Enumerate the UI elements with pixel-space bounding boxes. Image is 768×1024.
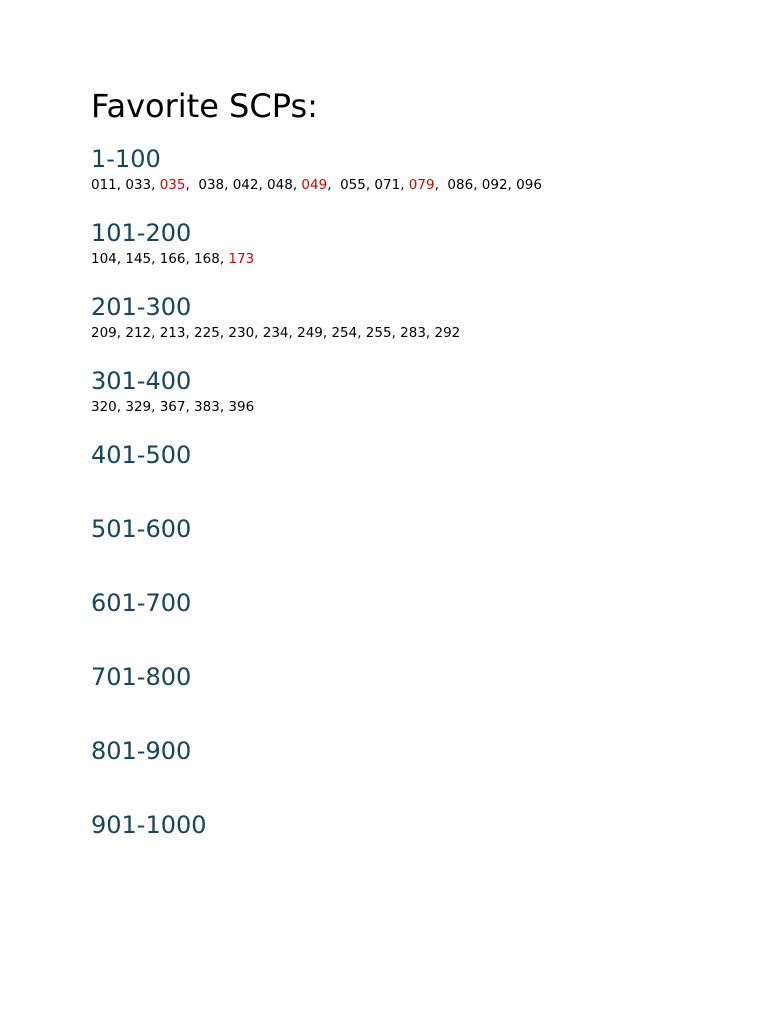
section-heading: 101-200 xyxy=(91,219,192,247)
scp-range-section-401-500 xyxy=(91,440,731,514)
highlighted-scp-number: 079 xyxy=(408,177,435,193)
scp-number-list xyxy=(91,250,254,268)
scp-number-list xyxy=(91,398,254,416)
scp-range-section-301-400 xyxy=(91,366,731,440)
scp-range-section-701-800 xyxy=(91,662,731,736)
highlighted-scp-number: 173 xyxy=(228,251,255,267)
scp-number-text: , 055, 071, xyxy=(327,177,409,193)
section-heading: 901-1000 xyxy=(91,811,207,839)
highlighted-scp-number: 035 xyxy=(159,177,186,193)
document-page xyxy=(91,86,731,884)
scp-number-text: 011, 033, xyxy=(91,177,160,193)
section-heading: 601-700 xyxy=(91,589,192,617)
section-heading: 501-600 xyxy=(91,515,192,543)
scp-number-text: , 038, 042, 048, xyxy=(185,177,302,193)
scp-range-section-901-1000 xyxy=(91,810,731,884)
section-heading: 401-500 xyxy=(91,441,192,469)
sections-container xyxy=(91,144,731,884)
section-heading: 701-800 xyxy=(91,663,192,691)
scp-range-section-201-300 xyxy=(91,292,731,366)
scp-number-text: 104, 145, 166, 168, xyxy=(91,251,229,267)
scp-number-list xyxy=(91,176,542,194)
scp-range-section-1-100 xyxy=(91,144,731,218)
scp-number-text: 209, 212, 213, 225, 230, 234, 249, 254, 255, 283, 292 xyxy=(91,325,461,341)
scp-range-section-101-200 xyxy=(91,218,731,292)
scp-range-section-801-900 xyxy=(91,736,731,810)
scp-number-text: 320, 329, 367, 383, 396 xyxy=(91,399,255,415)
scp-range-section-501-600 xyxy=(91,514,731,588)
scp-range-section-601-700 xyxy=(91,588,731,662)
scp-number-text: , 086, 092, 096 xyxy=(434,177,542,193)
highlighted-scp-number: 049 xyxy=(301,177,328,193)
section-heading: 1-100 xyxy=(91,145,161,173)
section-heading: 201-300 xyxy=(91,293,192,321)
scp-number-list xyxy=(91,324,460,342)
page-title: Favorite SCPs: xyxy=(91,87,318,125)
section-heading: 301-400 xyxy=(91,367,192,395)
section-heading: 801-900 xyxy=(91,737,192,765)
